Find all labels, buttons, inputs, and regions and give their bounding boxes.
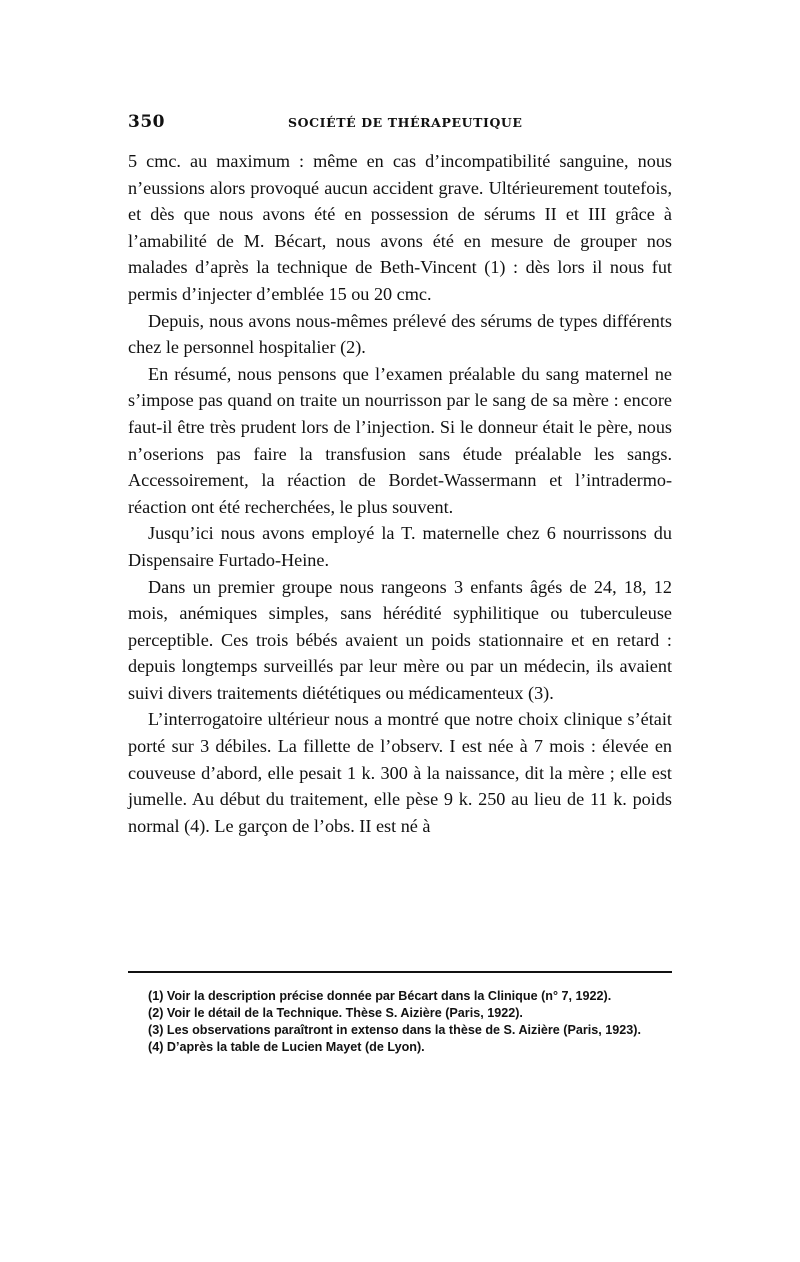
footnote: (3) Les observations paraîtront in extenso dans la thèse de S. Aizière (Paris, 1923). <box>148 1023 641 1037</box>
running-title: SOCIÉTÉ DE THÉRAPEUTIQUE <box>288 115 523 130</box>
footnote: (2) Voir le détail de la Technique. Thèse S. Aizière (Paris, 1922). <box>148 1006 523 1020</box>
page-number: 350 <box>128 112 165 132</box>
paragraph: 5 cmc. au maximum : même en cas d’incompatibilité sanguine, nous n’eussions alors provoqué aucun accident grave. Ultérieurement toutefois, et dès que nous avons été en possession de sérums II et III grâce à l’amabilité de M. Bécart, nous avons été en mesure de grouper nos malades d’après la technique de Beth-Vincent (1) : dès lors il nous fut permis d’injecter d’emblée 15 ou 20 cmc. <box>128 151 672 304</box>
footnote: (4) D’après la table de Lucien Mayet (de Lyon). <box>148 1040 425 1054</box>
footnote-divider <box>128 971 672 973</box>
paragraph: L’interrogatoire ultérieur nous a montré que notre choix clinique s’était porté sur 3 débiles. La fillette de l’observ. I est née à 7 mois : élevée en couveuse d’abord, elle pesait 1 k. 300 à la naissance, dit la mère ; elle est jumelle. Au début du traitement, elle pèse 9 k. 250 au lieu de 11 k. poids normal (4). Le garçon de l’obs. II est né à <box>128 709 672 836</box>
paragraph: Depuis, nous avons nous-mêmes prélevé des sérums de types différents chez le personnel hospitalier (2). <box>128 310 672 358</box>
page-header <box>128 112 672 140</box>
footnote: (1) Voir la description précise donnée par Bécart dans la Clinique (n° 7, 1922). <box>148 989 612 1003</box>
paragraph: Dans un premier groupe nous rangeons 3 enfants âgés de 24, 18, 12 mois, anémiques simples, sans hérédité syphilitique ou tuberculeuse perceptible. Ces trois bébés avaient un poids stationnaire et en retard : depuis longtemps surveillés par leur mère ou par un médecin, ils avaient suivi divers traitements diététiques ou médicamenteux (3). <box>128 576 672 703</box>
body-text <box>128 148 672 839</box>
paragraph: Jusqu’ici nous avons employé la T. maternelle chez 6 nourrissons du Dispensaire Furtado-Heine. <box>128 523 672 570</box>
paragraph: En résumé, nous pensons que l’examen préalable du sang maternel ne s’impose pas quand on traite un nourrisson par le sang de sa mère : encore faut-il être très prudent lors de l’injection. Si le donneur était le père, nous n’oserions pas faire la transfusion sans étude préalable les sangs. Accessoirement, la réaction de Bordet-Wassermann et l’intradermo-réaction ont été recherchées, le plus souvent. <box>128 363 672 517</box>
footnotes <box>128 988 672 1056</box>
